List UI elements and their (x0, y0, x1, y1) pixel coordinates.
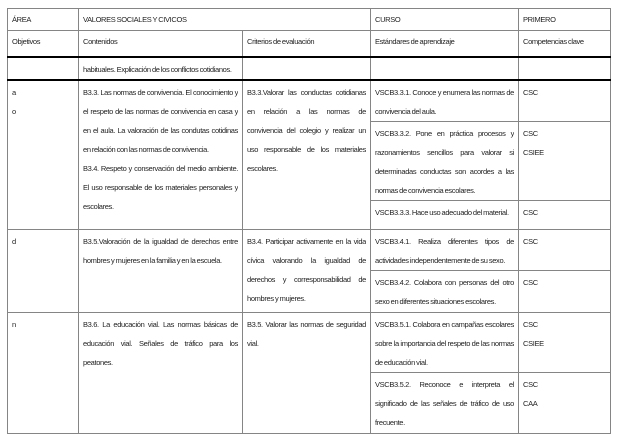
criterios-header-cell: Criterios de evaluación (243, 31, 371, 57)
text-line: CSC (523, 207, 538, 217)
text-line: VSCB3.4.1. Realiza diferentes tipos de (375, 236, 514, 246)
text-line: peatones. (83, 357, 113, 367)
empty-criterios-cell (243, 57, 371, 80)
estandares-header-cell: Estándares de aprendizaje (371, 31, 519, 57)
text-line: B3.4. Respeto y conservación del medio ambiente. (83, 163, 238, 173)
text-line: B3.3.Valorar las conductas cotidianas (247, 87, 366, 97)
criterios-cell (243, 229, 371, 312)
contenidos-cell (79, 312, 243, 433)
text-line: en relación con las normas de convivencia. (83, 144, 209, 154)
curriculum-table (7, 8, 611, 434)
estandar-cell (371, 312, 519, 372)
table-row (8, 229, 611, 270)
empty-objetivos-cell (8, 57, 79, 80)
nivel-value-cell: PRIMERO (519, 9, 611, 31)
text-line: B3.5.Valoración de la igualdad de derechos entre (83, 236, 238, 246)
text-line: El uso responsable de los materiales personales y (83, 182, 238, 192)
contenidos-header-cell: Contenidos (79, 31, 243, 57)
header-row-columns (8, 31, 611, 57)
estandar-cell (371, 80, 519, 122)
objetivos-cell (8, 80, 79, 230)
subject-title-cell: VALORES SOCIALES Y CIVICOS (79, 9, 371, 31)
area-label-cell: ÁREA (8, 9, 79, 31)
contenidos-cell (79, 229, 243, 312)
estandar-cell (371, 121, 519, 200)
competencias-header-cell: Competencias clave (519, 31, 611, 57)
estandar-cell (371, 200, 519, 229)
text-line: escolares. (83, 201, 114, 211)
competencias-cell (519, 121, 611, 200)
text-line: n (12, 319, 16, 329)
competencias-cell (519, 200, 611, 229)
text-line: CSC (523, 128, 538, 138)
text-line: determinadas conductas son acordes a las (375, 166, 514, 176)
text-line: normas de convivencia escolares. (375, 185, 476, 195)
continuation-contenidos-cell (79, 57, 243, 80)
table-row (8, 80, 611, 122)
text-line: el respeto de las normas de convivencia en casa y (83, 106, 238, 116)
text-line: CAA (523, 398, 538, 408)
text-line: educación vial. Señales de tráfico para los (83, 338, 238, 348)
text-line: en relación a las normas de (247, 106, 366, 116)
header-row-area (8, 9, 611, 31)
competencias-cell (519, 80, 611, 122)
text-line: B3.3. Las normas de convivencia. El conocimiento y (83, 87, 238, 97)
text-line: actividades independentemente de su sexo. (375, 255, 506, 265)
objetivos-cell (8, 229, 79, 312)
text-line: frecuente. (375, 417, 405, 427)
text-line: VSCB3.3.1. Conoce y enumera las normas de (375, 87, 514, 97)
text-line: CSIEE (523, 338, 544, 348)
table-row (8, 312, 611, 372)
text-line: VSCB3.5.1. Colabora en campañas escolares (375, 319, 514, 329)
text-line: VSCB3.3.2. Pone en práctica procesos y (375, 128, 514, 138)
text-line: habituales. Explicación de los conflictos cotidianos. (83, 64, 232, 74)
text-line: o (12, 106, 16, 116)
text-line: a (12, 87, 16, 97)
text-line: VSCB3.5.2. Reconoce e interpreta el (375, 379, 514, 389)
text-line: CSC (523, 319, 538, 329)
estandar-cell (371, 270, 519, 312)
text-line: B3.6. La educación vial. Las normas básicas de (83, 319, 238, 329)
text-line: razonamientos sencillos para valorar si (375, 147, 514, 157)
text-line: CSIEE (523, 147, 544, 157)
text-line: hombres y mujeres en la familia y en la escuela. (83, 255, 222, 265)
estandar-cell (371, 372, 519, 433)
text-line: sexo en diferentes situaciones escolares. (375, 296, 496, 306)
text-line: B3.4. Participar activamente en la vida (247, 236, 366, 246)
text-line: cívica valorando la igualdad de (247, 255, 366, 265)
curso-label-cell: CURSO (371, 9, 519, 31)
text-line: uso responsable de los materiales (247, 144, 366, 154)
criterios-cell (243, 312, 371, 433)
text-line: CSC (523, 379, 538, 389)
text-line: sobre la importancia del respeto de las normas (375, 338, 514, 348)
competencias-cell (519, 270, 611, 312)
text-line: VSCB3.4.2. Colabora con personas del otro (375, 277, 514, 287)
criterios-cell (243, 80, 371, 230)
text-line: significado de las señales de tráfico de uso (375, 398, 514, 408)
text-line: escolares. (247, 163, 278, 173)
contenidos-cell (79, 80, 243, 230)
text-line: derechos y corresponsabilidad de (247, 274, 366, 284)
text-line: CSC (523, 87, 538, 97)
empty-estandares-cell (371, 57, 519, 80)
text-line: hombres y mujeres. (247, 293, 306, 303)
text-line: convivencia del aula. (375, 106, 437, 116)
continuation-row (8, 57, 611, 80)
objetivos-header-cell: Objetivos (8, 31, 79, 57)
text-line: vial. (247, 338, 259, 348)
empty-competencias-cell (519, 57, 611, 80)
objetivos-cell (8, 312, 79, 433)
estandar-cell (371, 229, 519, 270)
text-line: d (12, 236, 16, 246)
text-line: de educación vial. (375, 357, 428, 367)
text-line: en el aula. La valoración de las condutas cotidinas (83, 125, 238, 135)
text-line: CSC (523, 277, 538, 287)
competencias-cell (519, 229, 611, 270)
text-line: B3.5. Valorar las normas de seguridad (247, 319, 366, 329)
competencias-cell (519, 372, 611, 433)
text-line: convivencia del colegio y realizar un (247, 125, 366, 135)
competencias-cell (519, 312, 611, 372)
text-line: VSCB3.3.3. Hace uso adecuado del material. (375, 207, 509, 217)
text-line: CSC (523, 236, 538, 246)
